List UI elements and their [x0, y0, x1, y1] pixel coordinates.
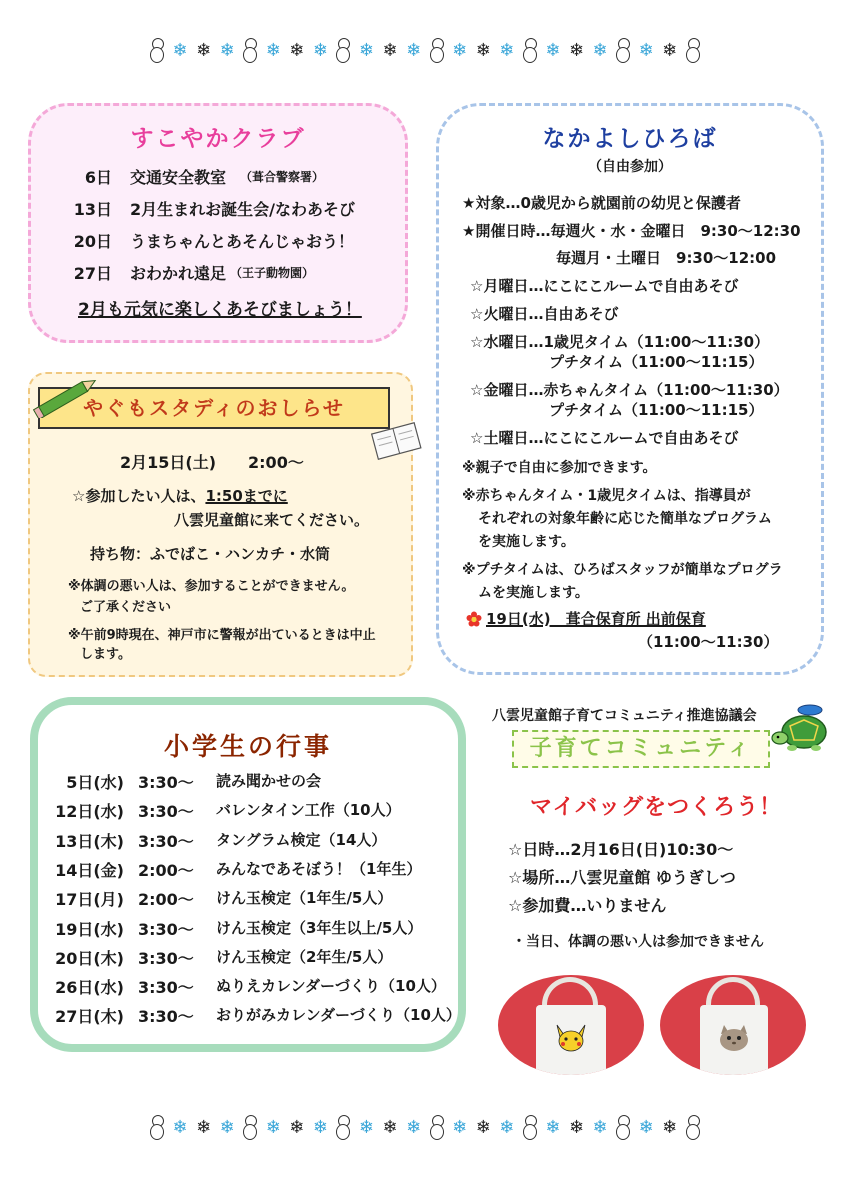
elementary-event-row [50, 975, 446, 998]
nakayoshi-hours: ★開催日時…毎週火・水・金曜日 9:30～12:30 [462, 222, 801, 240]
community-note: ・当日、体調の悪い人は参加できません [512, 934, 764, 950]
sukoyaka-title: すこやかクラブ [130, 126, 306, 152]
snowflake-icon: ❄ [592, 1117, 608, 1138]
event-name: バレンタイン工作（10人） [216, 801, 401, 820]
community-label: 子育てコミュニティ [512, 730, 770, 768]
elementary-event-row [50, 1004, 461, 1027]
flower-icon [466, 611, 482, 627]
snowman-icon [523, 1115, 537, 1141]
sukoyaka-event: 2月生まれお誕生会/なわあそび [130, 200, 355, 219]
snowflake-icon: ❄ [452, 1117, 468, 1138]
nakayoshi-friday: ☆金曜日…赤ちゃんタイム（11:00～11:30） [470, 381, 789, 399]
yagumo-study-bring: 持ち物：ふでばこ・ハンカチ・水筒 [90, 545, 331, 563]
sukoyaka-event: 交通安全教室 [130, 168, 227, 187]
snowflake-icon: ❄ [265, 1117, 281, 1138]
nakayoshi-childcare: 19日(水) 葺合保育所 出前保育 [486, 610, 706, 628]
snowflake-icon: ❄ [382, 1117, 398, 1138]
event-day: 19日(水) [55, 919, 124, 939]
snowman-icon [616, 1115, 630, 1141]
snowflake-icon: ❄ [568, 40, 585, 61]
event-time: 2:00～ [138, 860, 194, 880]
event-name: おりがみカレンダーづくり（10人） [216, 1006, 461, 1025]
snowflake-icon: ❄ [382, 40, 398, 61]
elementary-event-row [50, 887, 392, 910]
sukoyaka-closing: 2月も元気に楽しくあそびましょう！ [78, 300, 362, 320]
sukoyaka-day: 27日 [73, 264, 112, 283]
sukoyaka-row [60, 165, 324, 188]
event-time: 2:00～ [138, 890, 194, 910]
mybag-headline: マイバッグをつくろう！ [530, 795, 783, 820]
snowflake-icon: ❄ [358, 40, 375, 61]
event-time: 3:30～ [138, 802, 194, 822]
snowflake-icon: ❄ [265, 40, 281, 61]
event-day: 12日(水) [55, 802, 124, 822]
event-day: 20日(木) [55, 948, 124, 968]
event-day: 5日(水) [66, 773, 124, 792]
nakayoshi-note: を実施します。 [478, 534, 575, 550]
snowman-icon [243, 1115, 257, 1141]
snowman-icon [616, 38, 630, 64]
elementary-title: 小学生の行事 [163, 732, 332, 761]
snowflake-icon: ❄ [172, 1117, 188, 1138]
snowflake-icon: ❄ [312, 1117, 328, 1138]
notebook-icon [368, 420, 424, 460]
yagumo-study-note: ※体調の悪い人は、参加することができません。 [68, 579, 355, 594]
yagumo-study-title: やぐもスタディのおしらせ [38, 387, 390, 429]
snowflake-icon: ❄ [638, 1117, 654, 1138]
yagumo-study-join-prefix: ☆参加したい人は、 [72, 487, 206, 505]
snowman-icon [336, 1115, 350, 1141]
nakayoshi-friday-petit: プチタイム（11:00～11:15） [549, 401, 764, 419]
yagumo-study-join [72, 486, 288, 506]
sukoyaka-note: （葺合警察署） [240, 170, 325, 184]
event-time: 3:30～ [138, 919, 194, 939]
cat-icon [716, 1021, 752, 1053]
snowflake-icon: ❄ [358, 1117, 375, 1138]
snowflake-icon: ❄ [475, 1117, 491, 1138]
sukoyaka-event: うまちゃんとあそんじゃおう！ [130, 232, 355, 251]
snowflake-icon: ❄ [219, 40, 235, 61]
sukoyaka-row [60, 229, 354, 252]
nakayoshi-note: ムを実施します。 [478, 585, 589, 601]
yagumo-study-place: 八雲児童館に来てください。 [174, 511, 370, 529]
snowflake-icon: ❄ [638, 40, 654, 61]
event-time: 3:30～ [138, 978, 194, 998]
snowflake-icon: ❄ [289, 40, 305, 61]
event-name: タングラム検定（14人） [216, 830, 387, 849]
event-name: けん玉検定（1年生/5人） [216, 889, 393, 908]
top-border [150, 33, 700, 69]
turtle-icon [770, 702, 832, 752]
event-name: ぬりえカレンダーづくり（10人） [216, 977, 446, 996]
snowflake-icon: ❄ [172, 40, 188, 61]
nakayoshi-note: ※親子で自由に参加できます。 [462, 460, 657, 476]
event-name: けん玉検定（2年生/5人） [216, 947, 393, 966]
snowman-icon [150, 38, 164, 64]
elementary-event-row [50, 858, 421, 881]
sukoyaka-day: 13日 [73, 200, 112, 219]
event-name: 読み聞かせの会 [216, 772, 322, 790]
snowflake-icon: ❄ [406, 40, 422, 61]
yagumo-study-date: 2月15日(土) 2:00～ [120, 453, 304, 472]
event-time: 3:30～ [138, 831, 194, 851]
nakayoshi-note: ※赤ちゃんタイム・1歳児タイムは、指導員が [462, 488, 751, 504]
bag-photo-cat [660, 975, 806, 1075]
yagumo-study-note: ※午前9時現在、神戸市に警報が出ているときは中止 [68, 628, 376, 643]
snowflake-icon: ❄ [196, 1117, 212, 1138]
nakayoshi-note: ※プチタイムは、ひろばスタッフが簡単なプログラ [462, 562, 783, 578]
nakayoshi-monday: ☆月曜日…にこにこルームで自由あそび [470, 277, 739, 295]
sukoyaka-day: 6日 [84, 168, 112, 187]
snowflake-icon: ❄ [499, 40, 515, 61]
snowman-icon [430, 1115, 444, 1141]
snowflake-icon: ❄ [545, 40, 561, 61]
snowflake-icon: ❄ [545, 1117, 561, 1138]
sukoyaka-event: おわかれ遠足 [130, 264, 227, 283]
event-day: 26日(水) [55, 978, 124, 998]
snowman-icon [336, 38, 350, 64]
event-day: 14日(金) [55, 860, 124, 880]
event-day: 13日(木) [55, 831, 124, 851]
yagumo-study-deadline: 1:50までに [205, 487, 288, 505]
pencil-icon [30, 378, 102, 394]
event-day: 17日(月) [55, 890, 124, 910]
sukoyaka-row [60, 197, 355, 220]
event-name: みんなであそぼう！（1年生） [216, 859, 422, 878]
snowflake-icon: ❄ [568, 1117, 585, 1138]
nakayoshi-hours-weekend: 毎週月・土曜日 9:30～12:00 [556, 249, 777, 267]
snowflake-icon: ❄ [452, 40, 468, 61]
nakayoshi-wednesday: ☆水曜日…1歳児タイム（11:00～11:30） [470, 333, 770, 351]
bottom-border [150, 1110, 700, 1146]
elementary-event-row [50, 770, 321, 793]
sukoyaka-day: 20日 [73, 232, 112, 251]
event-time: 3:30～ [138, 1007, 194, 1027]
yagumo-study-note: ご了承ください [80, 600, 172, 615]
snowman-icon [243, 38, 257, 64]
nakayoshi-target: ★対象…0歳児から就園前の幼児と保護者 [462, 194, 741, 212]
sukoyaka-note: （王子動物園） [230, 266, 315, 280]
yagumo-study-note: します。 [80, 647, 131, 662]
event-time: 3:30～ [138, 948, 194, 968]
nakayoshi-wednesday-petit: プチタイム（11:00～11:15） [549, 353, 764, 371]
community-date: ☆日時…2月16日(日)10:30～ [508, 840, 734, 859]
snowflake-icon: ❄ [406, 1117, 422, 1138]
pikachu-icon [554, 1023, 588, 1053]
snowman-icon [686, 1115, 700, 1141]
nakayoshi-tuesday: ☆火曜日…自由あそび [470, 305, 619, 323]
snowman-icon [150, 1115, 164, 1141]
elementary-event-row [50, 829, 386, 852]
event-time: 3:30～ [138, 773, 194, 792]
nakayoshi-childcare-time: （11:00～11:30） [638, 633, 779, 651]
nakayoshi-note: それぞれの対象年齢に応じた簡単なプログラム [478, 511, 772, 527]
community-organization: 八雲児童館子育てコミュニティ推進協議会 [492, 708, 757, 724]
elementary-event-row [50, 917, 422, 940]
snowman-icon [430, 38, 444, 64]
event-name: けん玉検定（3年生以上/5人） [216, 918, 423, 937]
event-day: 27日(木) [55, 1007, 124, 1027]
nakayoshi-saturday: ☆土曜日…にこにこルームで自由あそび [470, 429, 739, 447]
snowman-icon [523, 38, 537, 64]
snowflake-icon: ❄ [219, 1117, 235, 1138]
bag-photo-pikachu [498, 975, 644, 1075]
snowman-icon [686, 38, 700, 64]
nakayoshi-title: なかよしひろば [542, 126, 718, 152]
snowflake-icon: ❄ [662, 40, 678, 61]
nakayoshi-subtitle: （自由参加） [588, 159, 672, 175]
snowflake-icon: ❄ [289, 1117, 305, 1138]
snowflake-icon: ❄ [312, 40, 328, 61]
snowflake-icon: ❄ [196, 40, 212, 61]
snowflake-icon: ❄ [475, 40, 491, 61]
snowflake-icon: ❄ [662, 1117, 678, 1138]
community-place: ☆場所…八雲児童館 ゆうぎしつ [508, 868, 736, 887]
community-fee: ☆参加費…いりません [508, 896, 667, 915]
elementary-event-row [50, 799, 401, 822]
sukoyaka-row [60, 261, 314, 284]
elementary-event-row [50, 946, 392, 969]
snowflake-icon: ❄ [499, 1117, 515, 1138]
snowflake-icon: ❄ [592, 40, 608, 61]
